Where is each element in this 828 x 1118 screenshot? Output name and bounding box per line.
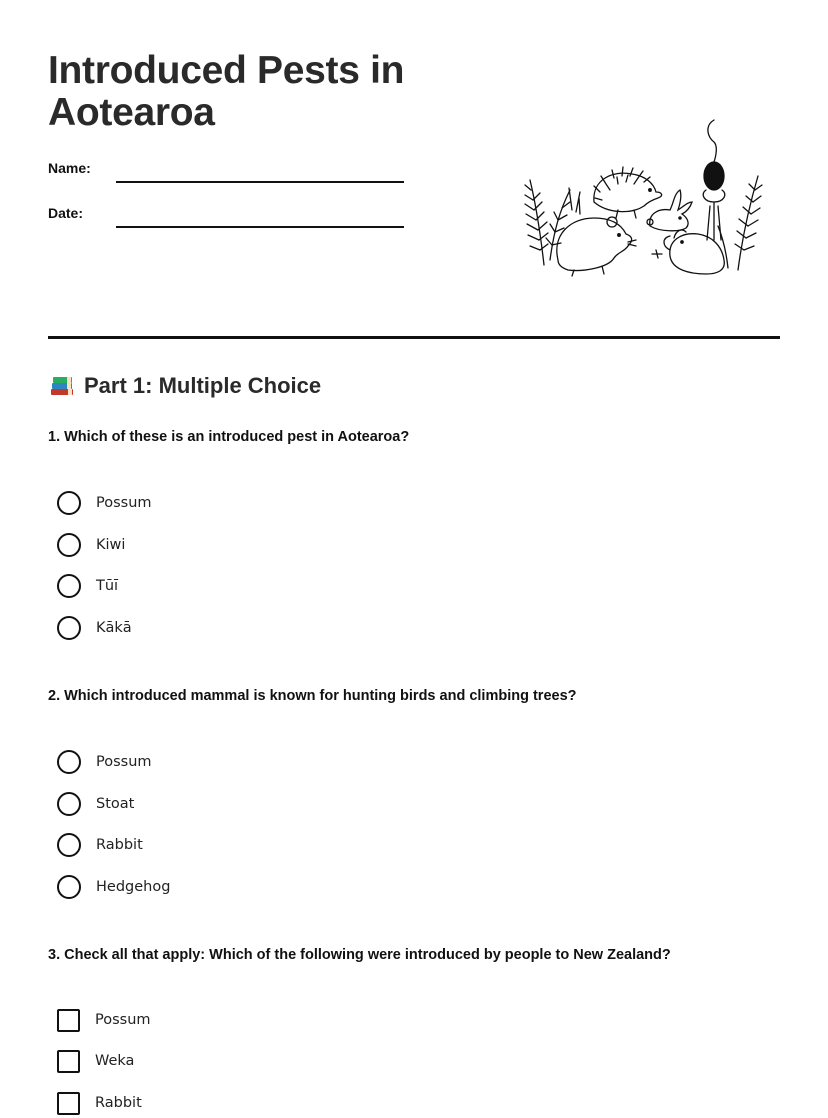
grass-icon xyxy=(569,188,580,214)
option-label: Rabbit xyxy=(95,1095,142,1111)
fern-right-icon xyxy=(718,176,762,270)
option-label: Hedgehog xyxy=(96,879,171,895)
radio-button[interactable] xyxy=(57,491,81,515)
rabbit-icon xyxy=(647,190,692,231)
fern-left-icon xyxy=(525,180,570,265)
checkbox[interactable] xyxy=(57,1092,80,1115)
part1-heading-text: Part 1: Multiple Choice xyxy=(84,373,322,398)
option-label: Kiwi xyxy=(96,537,126,553)
q2-option-4[interactable] xyxy=(57,875,170,899)
q2-option-1[interactable] xyxy=(57,750,152,774)
q1-option-3[interactable] xyxy=(57,574,118,598)
sprout-icon xyxy=(652,250,662,258)
checkbox[interactable] xyxy=(57,1050,80,1073)
q2-option-2[interactable] xyxy=(57,792,134,816)
part1-heading xyxy=(48,372,321,400)
question-1: 1. Which of these is an introduced pest in Aotearoa? xyxy=(48,429,410,445)
option-label: Possum xyxy=(96,754,152,770)
section-divider xyxy=(48,336,780,339)
option-label: Kākā xyxy=(96,620,132,636)
worksheet-title: Introduced Pests in Aotearoa xyxy=(48,49,405,134)
q3-option-2[interactable] xyxy=(57,1049,134,1073)
q1-option-1[interactable] xyxy=(57,491,152,515)
option-label: Stoat xyxy=(96,796,135,812)
rodent-icon xyxy=(557,217,636,276)
q1-option-4[interactable] xyxy=(57,616,132,640)
option-label: Possum xyxy=(96,495,152,511)
books-icon xyxy=(48,372,76,400)
q3-option-1[interactable] xyxy=(57,1008,151,1032)
option-label: Possum xyxy=(95,1012,151,1028)
hedgehog-icon xyxy=(594,167,662,218)
radio-button[interactable] xyxy=(57,833,81,857)
plant-icon xyxy=(703,120,725,240)
option-label: Weka xyxy=(95,1053,135,1069)
name-field[interactable] xyxy=(116,181,404,183)
radio-button[interactable] xyxy=(57,574,81,598)
q2-option-3[interactable] xyxy=(57,833,143,857)
radio-button[interactable] xyxy=(57,750,81,774)
date-field[interactable] xyxy=(116,226,404,228)
checkbox[interactable] xyxy=(57,1009,80,1032)
q3-option-3[interactable] xyxy=(57,1091,142,1115)
option-label: Rabbit xyxy=(96,837,143,853)
option-label: Tūī xyxy=(96,578,119,594)
radio-button[interactable] xyxy=(57,533,81,557)
radio-button[interactable] xyxy=(57,792,81,816)
radio-button[interactable] xyxy=(57,875,81,899)
q1-option-2[interactable] xyxy=(57,533,125,557)
radio-button[interactable] xyxy=(57,616,81,640)
question-2: 2. Which introduced mammal is known for hunting birds and climbing trees? xyxy=(48,688,577,704)
name-label: Name: xyxy=(48,160,91,176)
question-3: 3. Check all that apply: Which of the following were introduced by people to New Zealand? xyxy=(48,947,671,963)
pests-illustration xyxy=(522,110,768,280)
date-label: Date: xyxy=(48,205,84,221)
rat-icon xyxy=(664,230,724,274)
